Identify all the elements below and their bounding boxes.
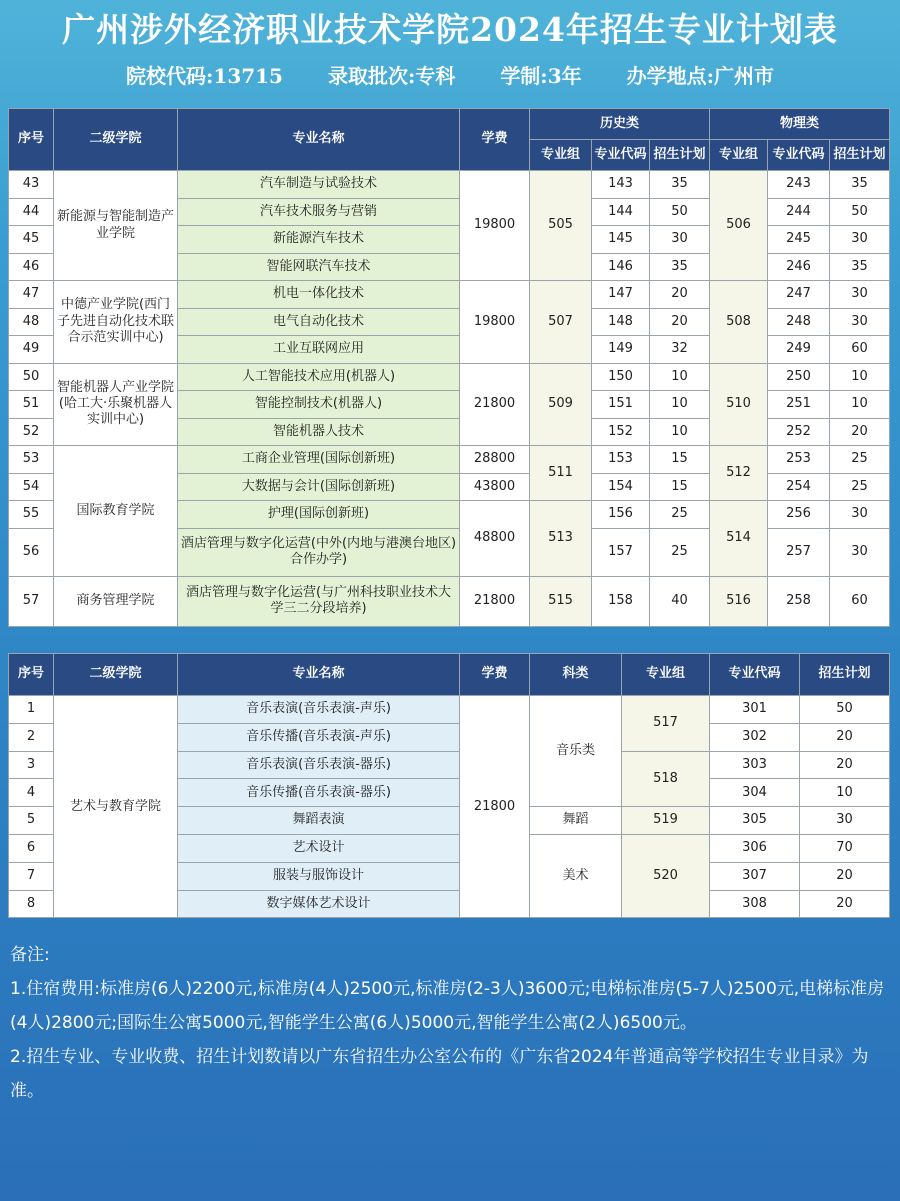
history-plan: 40 bbox=[650, 576, 710, 626]
physics-code: 253 bbox=[768, 446, 830, 474]
header-major: 专业名称 bbox=[178, 109, 460, 171]
college-cell: 智能机器人产业学院(哈工大·乐聚机器人实训中心) bbox=[54, 363, 178, 446]
college-cell: 中德产业学院(西门子先进自动化技术联合示范实训中心) bbox=[54, 281, 178, 364]
row-seq: 4 bbox=[9, 779, 54, 807]
table-row bbox=[9, 363, 890, 391]
physics-code: 244 bbox=[768, 198, 830, 226]
notes-heading: 备注: bbox=[10, 945, 50, 965]
major-name: 汽车技术服务与营销 bbox=[178, 198, 460, 226]
history-plan: 10 bbox=[650, 418, 710, 446]
major-name: 大数据与会计(国际创新班) bbox=[178, 473, 460, 501]
history-group-cell: 505 bbox=[530, 171, 592, 281]
history-code: 144 bbox=[592, 198, 650, 226]
note-item: 2.招生专业、专业收费、招生计划数请以广东省招生办公室公布的《广东省2024年普通高等学校招生专业目录》为准。 bbox=[10, 1047, 869, 1101]
row-seq: 57 bbox=[9, 576, 54, 626]
enroll-plan: 20 bbox=[800, 723, 890, 751]
college-cell: 商务管理学院 bbox=[54, 576, 178, 626]
major-name: 音乐传播(音乐表演-器乐) bbox=[178, 779, 460, 807]
header-physics-group: 专业组 bbox=[710, 140, 768, 171]
enroll-plan: 20 bbox=[800, 862, 890, 890]
physics-code: 250 bbox=[768, 363, 830, 391]
row-seq: 56 bbox=[9, 528, 54, 576]
physics-code: 243 bbox=[768, 171, 830, 199]
history-code: 143 bbox=[592, 171, 650, 199]
history-code: 154 bbox=[592, 473, 650, 501]
header-code: 专业代码 bbox=[710, 654, 800, 696]
physics-plan: 35 bbox=[830, 171, 890, 199]
row-seq: 50 bbox=[9, 363, 54, 391]
history-code: 150 bbox=[592, 363, 650, 391]
row-seq: 43 bbox=[9, 171, 54, 199]
history-code: 145 bbox=[592, 226, 650, 254]
header-physics: 物理类 bbox=[710, 109, 890, 140]
history-group-cell: 509 bbox=[530, 363, 592, 446]
history-code: 148 bbox=[592, 308, 650, 336]
physics-plan: 35 bbox=[830, 253, 890, 281]
major-name: 音乐表演(音乐表演-器乐) bbox=[178, 751, 460, 779]
major-name: 工业互联网应用 bbox=[178, 336, 460, 364]
physics-code: 247 bbox=[768, 281, 830, 309]
major-name: 新能源汽车技术 bbox=[178, 226, 460, 254]
row-seq: 51 bbox=[9, 391, 54, 419]
enroll-plan: 70 bbox=[800, 834, 890, 862]
major-name: 音乐表演(音乐表演-声乐) bbox=[178, 696, 460, 724]
physics-group-cell: 508 bbox=[710, 281, 768, 364]
history-plan: 20 bbox=[650, 281, 710, 309]
history-group-cell: 511 bbox=[530, 446, 592, 501]
history-group-cell: 513 bbox=[530, 501, 592, 577]
history-plan: 32 bbox=[650, 336, 710, 364]
history-code: 153 bbox=[592, 446, 650, 474]
fee-cell: 28800 bbox=[460, 446, 530, 474]
college-cell: 国际教育学院 bbox=[54, 446, 178, 577]
row-seq: 5 bbox=[9, 807, 54, 835]
physics-group-cell: 514 bbox=[710, 501, 768, 577]
row-seq: 8 bbox=[9, 890, 54, 918]
row-seq: 1 bbox=[9, 696, 54, 724]
group-cell: 520 bbox=[622, 834, 710, 917]
note-item: 1.住宿费用:标准房(6人)2200元,标准房(4人)2500元,标准房(2-3人)3600元;电梯标准房(5-7人)2500元,电梯标准房(4人)2800元;国际生公寓5000元,智能学生公寓(6人)5000元,智能学生公寓(2人)6500元。 bbox=[10, 979, 885, 1033]
physics-code: 245 bbox=[768, 226, 830, 254]
physics-group-cell: 512 bbox=[710, 446, 768, 501]
physics-code: 252 bbox=[768, 418, 830, 446]
table-row bbox=[9, 696, 890, 724]
group-cell: 518 bbox=[622, 751, 710, 807]
physics-plan: 30 bbox=[830, 226, 890, 254]
physics-plan: 60 bbox=[830, 576, 890, 626]
row-seq: 48 bbox=[9, 308, 54, 336]
physics-plan: 30 bbox=[830, 528, 890, 576]
fee-cell: 21800 bbox=[460, 696, 530, 918]
row-seq: 47 bbox=[9, 281, 54, 309]
major-name: 工商企业管理(国际创新班) bbox=[178, 446, 460, 474]
row-seq: 3 bbox=[9, 751, 54, 779]
physics-plan: 30 bbox=[830, 308, 890, 336]
major-code: 301 bbox=[710, 696, 800, 724]
physics-plan: 30 bbox=[830, 281, 890, 309]
category-cell: 音乐类 bbox=[530, 696, 622, 807]
enroll-plan: 10 bbox=[800, 779, 890, 807]
major-code: 308 bbox=[710, 890, 800, 918]
enrollment-table-art bbox=[8, 653, 890, 918]
study-length: 学制:3年 bbox=[500, 64, 582, 88]
header-plan: 招生计划 bbox=[800, 654, 890, 696]
major-name: 服装与服饰设计 bbox=[178, 862, 460, 890]
history-code: 156 bbox=[592, 501, 650, 529]
header-history-plan: 招生计划 bbox=[650, 140, 710, 171]
row-seq: 53 bbox=[9, 446, 54, 474]
header-history: 历史类 bbox=[530, 109, 710, 140]
row-seq: 49 bbox=[9, 336, 54, 364]
row-seq: 7 bbox=[9, 862, 54, 890]
physics-plan: 10 bbox=[830, 363, 890, 391]
physics-code: 256 bbox=[768, 501, 830, 529]
history-code: 147 bbox=[592, 281, 650, 309]
history-code: 158 bbox=[592, 576, 650, 626]
category-cell: 舞蹈 bbox=[530, 807, 622, 835]
header-seq: 序号 bbox=[9, 109, 54, 171]
physics-code: 248 bbox=[768, 308, 830, 336]
history-code: 149 bbox=[592, 336, 650, 364]
header-category: 科类 bbox=[530, 654, 622, 696]
enrollment-table-main bbox=[8, 108, 890, 627]
row-seq: 55 bbox=[9, 501, 54, 529]
major-name: 汽车制造与试验技术 bbox=[178, 171, 460, 199]
history-plan: 20 bbox=[650, 308, 710, 336]
history-plan: 50 bbox=[650, 198, 710, 226]
fee-cell: 21800 bbox=[460, 576, 530, 626]
fee-cell: 43800 bbox=[460, 473, 530, 501]
header-history-code: 专业代码 bbox=[592, 140, 650, 171]
row-seq: 44 bbox=[9, 198, 54, 226]
header-major: 专业名称 bbox=[178, 654, 460, 696]
physics-plan: 25 bbox=[830, 446, 890, 474]
header-college: 二级学院 bbox=[54, 109, 178, 171]
physics-plan: 10 bbox=[830, 391, 890, 419]
header-history-group: 专业组 bbox=[530, 140, 592, 171]
history-plan: 25 bbox=[650, 528, 710, 576]
page-title: 广州涉外经济职业技术学院2024年招生专业计划表 bbox=[62, 10, 838, 49]
row-seq: 45 bbox=[9, 226, 54, 254]
row-seq: 6 bbox=[9, 834, 54, 862]
enroll-plan: 30 bbox=[800, 807, 890, 835]
physics-code: 251 bbox=[768, 391, 830, 419]
major-code: 302 bbox=[710, 723, 800, 751]
history-code: 151 bbox=[592, 391, 650, 419]
header-physics-code: 专业代码 bbox=[768, 140, 830, 171]
table-row bbox=[9, 281, 890, 309]
major-name: 酒店管理与数字化运营(中外(内地与港澳台地区)合作办学) bbox=[178, 528, 460, 576]
history-plan: 30 bbox=[650, 226, 710, 254]
enroll-plan: 20 bbox=[800, 890, 890, 918]
history-code: 146 bbox=[592, 253, 650, 281]
major-name: 舞蹈表演 bbox=[178, 807, 460, 835]
table-row bbox=[9, 171, 890, 199]
physics-group-cell: 510 bbox=[710, 363, 768, 446]
table-row bbox=[9, 576, 890, 626]
school-code: 院校代码:13715 bbox=[126, 64, 283, 88]
major-code: 303 bbox=[710, 751, 800, 779]
admission-batch: 录取批次:专科 bbox=[327, 64, 456, 88]
history-code: 152 bbox=[592, 418, 650, 446]
college-cell: 艺术与教育学院 bbox=[54, 696, 178, 918]
major-name: 酒店管理与数字化运营(与广州科技职业技术大学三二分段培养) bbox=[178, 576, 460, 626]
fee-cell: 19800 bbox=[460, 281, 530, 364]
row-seq: 54 bbox=[9, 473, 54, 501]
history-plan: 35 bbox=[650, 171, 710, 199]
table-row bbox=[9, 446, 890, 474]
physics-code: 249 bbox=[768, 336, 830, 364]
group-cell: 519 bbox=[622, 807, 710, 835]
group-cell: 517 bbox=[622, 696, 710, 752]
row-seq: 2 bbox=[9, 723, 54, 751]
row-seq: 52 bbox=[9, 418, 54, 446]
college-cell: 新能源与智能制造产业学院 bbox=[54, 171, 178, 281]
campus-location: 办学地点:广州市 bbox=[626, 64, 774, 88]
fee-cell: 48800 bbox=[460, 501, 530, 577]
history-plan: 15 bbox=[650, 473, 710, 501]
history-plan: 10 bbox=[650, 391, 710, 419]
physics-code: 258 bbox=[768, 576, 830, 626]
major-name: 机电一体化技术 bbox=[178, 281, 460, 309]
major-name: 护理(国际创新班) bbox=[178, 501, 460, 529]
header-physics-plan: 招生计划 bbox=[830, 140, 890, 171]
school-info bbox=[0, 60, 900, 89]
major-name: 电气自动化技术 bbox=[178, 308, 460, 336]
major-code: 306 bbox=[710, 834, 800, 862]
physics-plan: 50 bbox=[830, 198, 890, 226]
history-code: 157 bbox=[592, 528, 650, 576]
enroll-plan: 50 bbox=[800, 696, 890, 724]
fee-cell: 19800 bbox=[460, 171, 530, 281]
history-plan: 10 bbox=[650, 363, 710, 391]
header-seq: 序号 bbox=[9, 654, 54, 696]
major-code: 307 bbox=[710, 862, 800, 890]
physics-group-cell: 506 bbox=[710, 171, 768, 281]
physics-plan: 25 bbox=[830, 473, 890, 501]
row-seq: 46 bbox=[9, 253, 54, 281]
physics-code: 246 bbox=[768, 253, 830, 281]
history-plan: 25 bbox=[650, 501, 710, 529]
physics-code: 254 bbox=[768, 473, 830, 501]
physics-code: 257 bbox=[768, 528, 830, 576]
major-name: 智能网联汽车技术 bbox=[178, 253, 460, 281]
physics-plan: 30 bbox=[830, 501, 890, 529]
header-group: 专业组 bbox=[622, 654, 710, 696]
category-cell: 美术 bbox=[530, 834, 622, 917]
physics-plan: 20 bbox=[830, 418, 890, 446]
major-name: 智能控制技术(机器人) bbox=[178, 391, 460, 419]
major-name: 音乐传播(音乐表演-声乐) bbox=[178, 723, 460, 751]
major-name: 数字媒体艺术设计 bbox=[178, 890, 460, 918]
major-code: 305 bbox=[710, 807, 800, 835]
major-name: 人工智能技术应用(机器人) bbox=[178, 363, 460, 391]
history-plan: 35 bbox=[650, 253, 710, 281]
notes-section bbox=[10, 938, 892, 1108]
major-name: 智能机器人技术 bbox=[178, 418, 460, 446]
major-code: 304 bbox=[710, 779, 800, 807]
fee-cell: 21800 bbox=[460, 363, 530, 446]
history-group-cell: 515 bbox=[530, 576, 592, 626]
header-fee: 学费 bbox=[460, 654, 530, 696]
major-name: 艺术设计 bbox=[178, 834, 460, 862]
header-college: 二级学院 bbox=[54, 654, 178, 696]
enroll-plan: 20 bbox=[800, 751, 890, 779]
history-group-cell: 507 bbox=[530, 281, 592, 364]
physics-group-cell: 516 bbox=[710, 576, 768, 626]
history-plan: 15 bbox=[650, 446, 710, 474]
physics-plan: 60 bbox=[830, 336, 890, 364]
header-fee: 学费 bbox=[460, 109, 530, 171]
